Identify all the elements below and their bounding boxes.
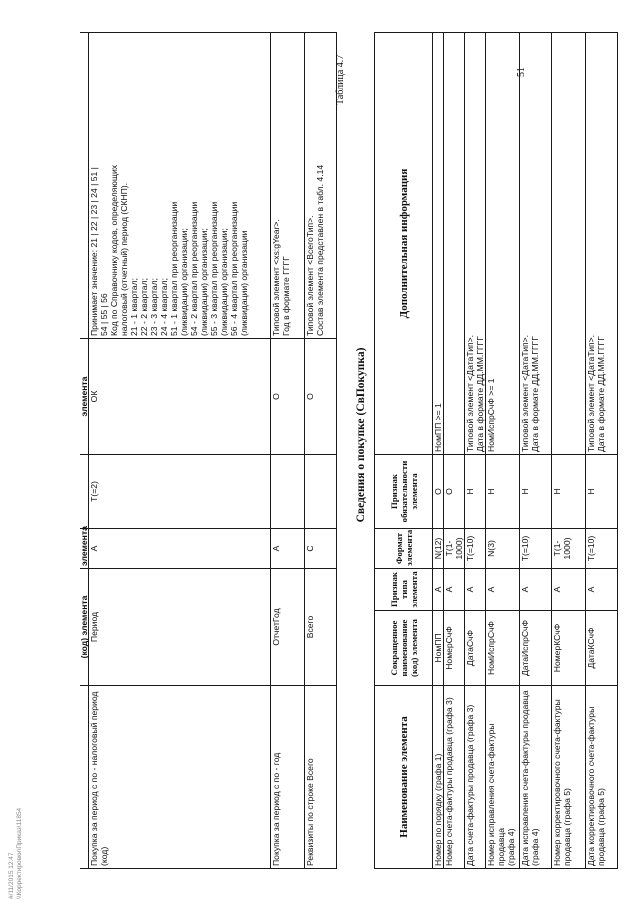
element-name-cell: Покупка за период с по - год (271, 686, 305, 869)
table-row (465, 33, 486, 869)
element-type-cell: А (552, 569, 586, 611)
element-info-cell (520, 33, 552, 455)
element-format-cell (271, 455, 305, 529)
table-row (433, 33, 444, 869)
header-tail-cell (80, 686, 89, 869)
element-code-cell: НомерКСчФ (552, 611, 586, 686)
name-line: (графа 4) (530, 828, 540, 866)
element-format-cell: N(3) (486, 529, 520, 569)
element-format-cell (305, 455, 337, 529)
header-tail-cell (80, 455, 89, 529)
header-element-type: Признак типа элемента (375, 569, 433, 611)
element-required-cell: Н (486, 455, 520, 529)
element-name-cell (520, 686, 552, 869)
table-number: Таблица 4.7 (335, 54, 346, 105)
element-type-cell: А (444, 569, 465, 611)
element-type-cell: А (486, 569, 520, 611)
table-row (586, 33, 618, 869)
element-code-cell: Всего (305, 569, 337, 686)
element-info-cell (305, 33, 337, 339)
table-row (271, 33, 305, 869)
header-element-code: Сокращенное наименование (код) элемента (375, 611, 433, 686)
element-required-cell: ОК (89, 339, 271, 455)
element-type-cell: А (433, 569, 444, 611)
name-line: продавца (графа 5) (562, 788, 572, 866)
element-required-cell: О (444, 455, 465, 529)
element-info-cell: НомИспрСчФ >= 1 (486, 33, 520, 455)
name-line: (графа 4) (506, 828, 516, 866)
name-line: Номер исправления счета-фактуры продавца (486, 723, 506, 866)
element-required-cell: Н (552, 455, 586, 529)
element-name-cell: Номер по порядку (графа 1) (433, 686, 444, 869)
element-code-cell: НомерСчФ (444, 611, 465, 686)
header-tail-cell: элемента (80, 529, 89, 569)
element-format-cell: T(1-1000) (552, 529, 586, 569)
element-name-cell: Номер счета-фактуры продавца (графа 3) (444, 686, 465, 869)
element-name-cell: Реквизиты по строке Всего (305, 686, 337, 869)
element-format-cell: T(=10) (586, 529, 618, 569)
info-line: 56 - 4 квартал при реорганизации (229, 201, 239, 336)
name-line: продавца (графа 5) (596, 788, 606, 866)
element-info-cell (271, 33, 305, 339)
element-code-cell: ДатаКСчФ (586, 611, 618, 686)
info-line: (ликвидации) организации; (179, 228, 189, 336)
header-element-name: Наименование элемента (375, 686, 433, 869)
name-line: Дата исправления счета-фактуры продавца (520, 690, 530, 866)
info-line: Типовой элемент <xs:gYear>. (271, 219, 281, 336)
purchase-info-table (374, 32, 618, 869)
info-line: Типовой элемент <ДатаТип>. (586, 334, 596, 452)
element-name-cell (486, 686, 520, 869)
element-format-cell: T(1-1000) (444, 529, 465, 569)
element-info-cell: НомПП >= 1 (433, 33, 444, 455)
element-type-cell: А (271, 529, 305, 569)
element-type-cell: А (465, 569, 486, 611)
info-line: 24 - 4 квартал; (159, 278, 169, 336)
table-row (552, 33, 586, 869)
info-line: налоговый (отчетный) период (СКНП). (119, 182, 129, 336)
info-line: Дата в формате ДД.ММ.ГГГГ (475, 336, 485, 452)
info-line: Состав элемента представлен в табл. 4.14 (315, 164, 325, 336)
info-line: 51 - 1 квартал при реорганизации (169, 201, 179, 336)
header-tail-cell: элемента (80, 339, 89, 455)
name-line: Номер корректировочного счета-фактуры (552, 699, 562, 866)
info-line: 21 - 1 квартал; (129, 278, 139, 336)
element-info-cell (586, 33, 618, 455)
table-row (89, 33, 271, 869)
header-element-required: Признак обязательности элемента (375, 455, 433, 529)
element-code-cell: ОтчетГод (271, 569, 305, 686)
element-required-cell: Н (465, 455, 486, 529)
info-line: 55 - 3 квартал при реорганизации (209, 201, 219, 336)
info-line: 22 - 2 квартал; (139, 278, 149, 336)
element-type-cell: С (305, 529, 337, 569)
element-code-cell: ДатаСчФ (465, 611, 486, 686)
table-row (520, 33, 552, 869)
print-footer (8, 808, 24, 899)
info-line: (ликвидации) организации; (199, 228, 209, 336)
page-number: 51 (516, 67, 527, 77)
element-required-cell: О (271, 339, 305, 455)
footer-line: \\Корректировки\Приказ\11854 (16, 807, 23, 899)
table-row (305, 33, 337, 869)
info-line: Код по Справочнику кодов, определяющих (109, 164, 119, 336)
info-line: (ликвидации) организации (239, 230, 249, 336)
info-line: (ликвидации) организации; (219, 228, 229, 336)
element-code-cell: НомПП (433, 611, 444, 686)
element-type-cell: А (520, 569, 552, 611)
element-code-cell: Период (89, 569, 271, 686)
element-name-cell (586, 686, 618, 869)
header-tail-cell: (код) элемента (80, 569, 89, 686)
element-name-cell (552, 686, 586, 869)
element-info-cell (552, 33, 586, 455)
info-line: Типовой элемент <ДатаТип>. (465, 334, 475, 452)
info-line: Принимает значение: 21 | 22 | 23 | 24 | 51 | (89, 167, 99, 336)
name-line: Дата корректировочного счета-фактуры (586, 706, 596, 866)
element-name-cell: Покупка за период с по - налоговый период (код) (89, 686, 271, 869)
header-tail-cell (80, 33, 89, 339)
header-tail-row (80, 33, 89, 869)
info-line: 54 - 2 квартал при реорганизации (189, 201, 199, 336)
table-row (486, 33, 520, 869)
header-additional-info: Дополнительная информация (375, 33, 433, 455)
element-type-cell: А (89, 529, 271, 569)
info-line: 23 - 3 квартал; (149, 278, 159, 336)
element-info-cell (89, 33, 271, 339)
info-line: Дата в формате ДД.ММ.ГГГГ (530, 336, 540, 452)
element-required-cell: Н (586, 455, 618, 529)
element-name-cell: Дата счета-фактуры продавца (графа 3) (465, 686, 486, 869)
element-required-cell: Н (520, 455, 552, 529)
element-format-cell: T(=10) (465, 529, 486, 569)
info-line: Типовой элемент <ДатаТип>. (520, 334, 530, 452)
footer-line: #/11/2015 12:47 (8, 852, 15, 899)
element-format-cell: T(=10) (520, 529, 552, 569)
header-element-format: Формат элемента (375, 529, 433, 569)
table-title: Сведения о покупке (СвПокупка) (355, 347, 367, 523)
info-line: Год в формате ГГГГ (281, 256, 291, 336)
element-required-cell: О (305, 339, 337, 455)
element-required-cell: О (433, 455, 444, 529)
previous-table-continuation (80, 32, 337, 869)
element-info-cell (444, 33, 465, 455)
element-info-cell (465, 33, 486, 455)
element-code-cell: ДатаИспрСчФ (520, 611, 552, 686)
element-format-cell: N(12) (433, 529, 444, 569)
info-line: Типовой элемент <ВсегоТип>. (305, 215, 315, 336)
element-format-cell: T(=2) (89, 455, 271, 529)
table-row (444, 33, 465, 869)
info-line: 54 | 55 | 56 (99, 293, 109, 336)
table-header-row (375, 33, 433, 869)
element-type-cell: А (586, 569, 618, 611)
element-code-cell: НомИспрСчФ (486, 611, 520, 686)
info-line: Дата в формате ДД.ММ.ГГГГ (596, 336, 606, 452)
